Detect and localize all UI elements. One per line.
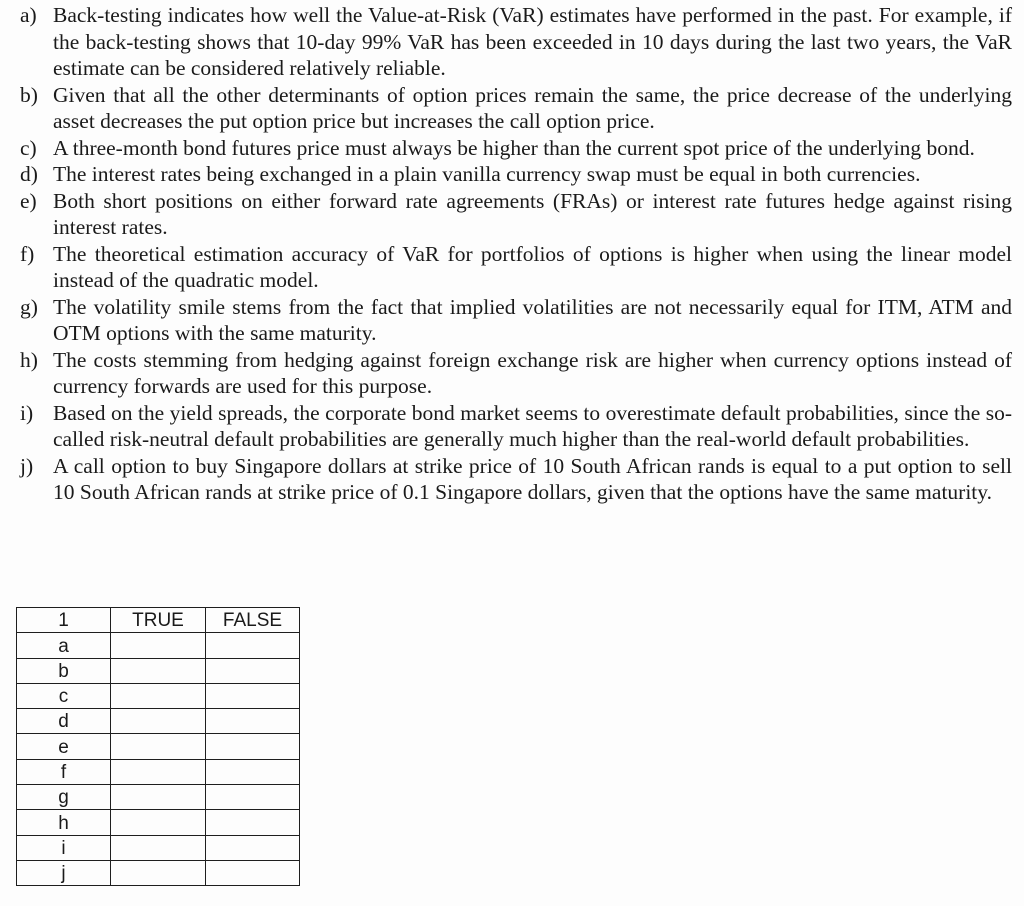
header-number: 1	[17, 608, 111, 633]
table-row	[17, 759, 300, 784]
table-row	[17, 709, 300, 734]
question-list	[20, 2, 1012, 506]
question-item	[20, 453, 1012, 506]
question-label: b)	[20, 82, 38, 107]
question-text: The volatility smile stems from the fact that implied volatilities are not necessarily equal for ITM, ATM and OTM options with the same maturity.	[53, 294, 1012, 345]
true-cell[interactable]	[111, 734, 206, 759]
false-cell[interactable]	[206, 785, 300, 810]
question-text: A call option to buy Singapore dollars at strike price of 10 South African rands is equal to a put option to sell 10 South African rands at strike price of 0.1 Singapore dollars, given that the options have the same maturity.	[53, 453, 1012, 504]
answer-table	[16, 607, 300, 886]
false-cell[interactable]	[206, 633, 300, 658]
false-cell[interactable]	[206, 734, 300, 759]
false-cell[interactable]	[206, 658, 300, 683]
table-row	[17, 835, 300, 860]
table-row	[17, 683, 300, 708]
row-label: i	[17, 835, 111, 860]
question-item	[20, 161, 1012, 188]
row-label: j	[17, 860, 111, 885]
question-text: Both short positions on either forward rate agreements (FRAs) or interest rate futures hedge against rising interest rates.	[53, 188, 1012, 239]
false-cell[interactable]	[206, 810, 300, 835]
true-cell[interactable]	[111, 709, 206, 734]
question-item	[20, 82, 1012, 135]
question-text: The interest rates being exchanged in a plain vanilla currency swap must be equal in both currencies.	[53, 162, 921, 186]
false-cell[interactable]	[206, 709, 300, 734]
table-row	[17, 658, 300, 683]
question-label: f)	[20, 241, 35, 266]
question-label: a)	[20, 3, 37, 27]
false-cell[interactable]	[206, 759, 300, 784]
true-cell[interactable]	[111, 860, 206, 885]
question-label: i)	[20, 400, 34, 425]
question-label: j)	[20, 453, 34, 478]
row-label: h	[17, 810, 111, 835]
question-text: Based on the yield spreads, the corporate bond market seems to overestimate default probabilities, since the so-called risk-neutral default probabilities are generally much higher than the real-world default probabilities.	[53, 400, 1012, 451]
question-item	[20, 400, 1012, 453]
true-cell[interactable]	[111, 633, 206, 658]
table-row	[17, 860, 300, 885]
question-item	[20, 347, 1012, 400]
question-text: Given that all the other determinants of option prices remain the same, the price decrease of the underlying asset decreases the put option price but increases the call option price.	[53, 82, 1012, 133]
true-cell[interactable]	[111, 759, 206, 784]
question-label: h)	[20, 347, 38, 372]
row-label: b	[17, 658, 111, 683]
header-false: FALSE	[206, 608, 300, 633]
false-cell[interactable]	[206, 860, 300, 885]
true-cell[interactable]	[111, 658, 206, 683]
question-item	[20, 294, 1012, 347]
header-true: TRUE	[111, 608, 206, 633]
true-cell[interactable]	[111, 683, 206, 708]
row-label: c	[17, 683, 111, 708]
false-cell[interactable]	[206, 683, 300, 708]
true-cell[interactable]	[111, 785, 206, 810]
table-row	[17, 633, 300, 658]
question-text: Back-testing indicates how well the Value-at-Risk (VaR) estimates have performed in the past. For example, if the back-testing shows that 10-day 99% VaR has been exceeded in 10 days during the last two years, the VaR estimate can be considered relatively reliable.	[53, 3, 1012, 80]
table-row	[17, 785, 300, 810]
answer-table-header	[17, 608, 300, 633]
table-row	[17, 810, 300, 835]
row-label: e	[17, 734, 111, 759]
true-cell[interactable]	[111, 835, 206, 860]
row-label: g	[17, 785, 111, 810]
row-label: d	[17, 709, 111, 734]
question-item	[20, 135, 1012, 162]
question-label: c)	[20, 135, 37, 160]
table-row	[17, 734, 300, 759]
false-cell[interactable]	[206, 835, 300, 860]
question-label: d)	[20, 162, 38, 186]
row-label: a	[17, 633, 111, 658]
row-label: f	[17, 759, 111, 784]
question-label: g)	[20, 294, 38, 319]
question-text: A three-month bond futures price must always be higher than the current spot price of the underlying bond.	[53, 135, 975, 160]
question-text: The theoretical estimation accuracy of VaR for portfolios of options is higher when using the linear model instead of the quadratic model.	[53, 241, 1012, 292]
question-label: e)	[20, 188, 37, 213]
question-item	[20, 2, 1012, 82]
true-cell[interactable]	[111, 810, 206, 835]
question-text: The costs stemming from hedging against foreign exchange risk are higher when currency options instead of currency forwards are used for this purpose.	[53, 347, 1012, 398]
question-item	[20, 241, 1012, 294]
question-item	[20, 188, 1012, 241]
